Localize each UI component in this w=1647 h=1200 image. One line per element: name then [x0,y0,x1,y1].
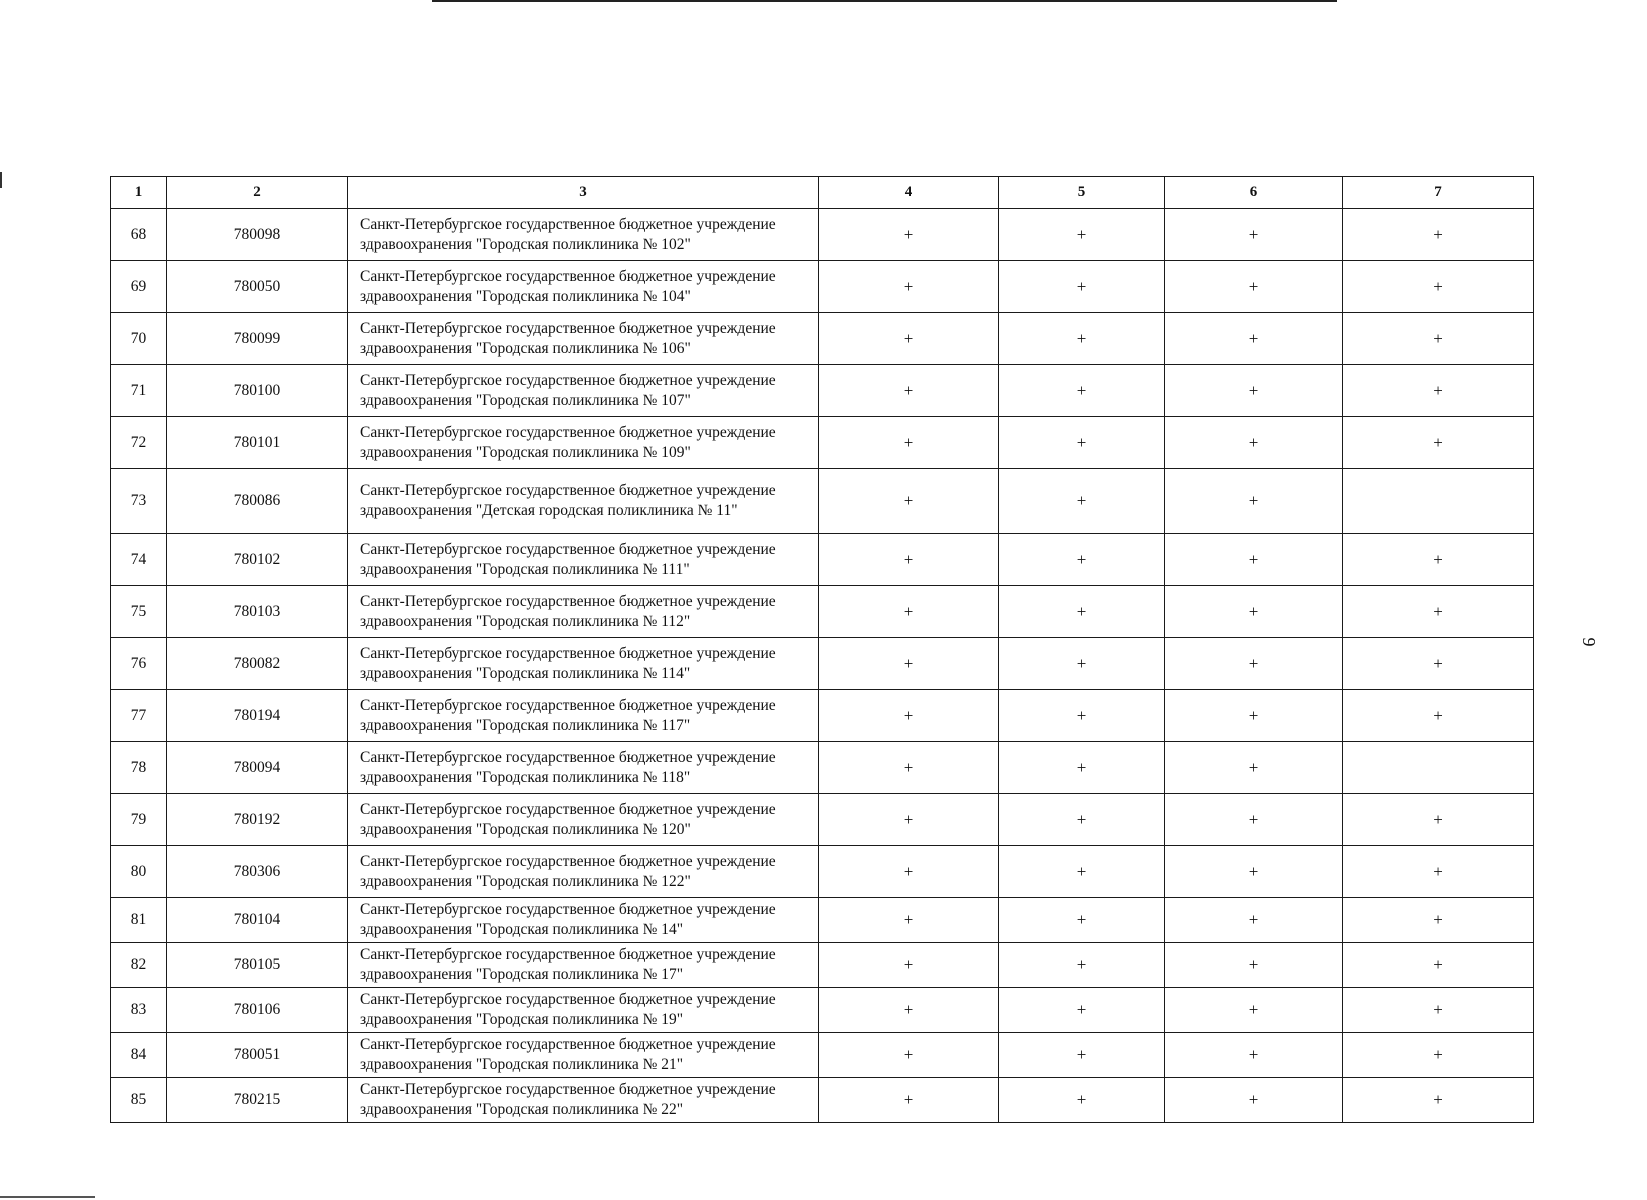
column-header-1: 1 [111,177,167,209]
institution-name: Санкт-Петербургское государственное бюджетное учреждение здравоохранения "Городская поликлиника № 104" [348,261,819,313]
header-row [111,177,1534,209]
mark-col-7: + [1343,988,1534,1033]
mark-col-5: + [999,534,1165,586]
mark-col-6: + [1165,365,1343,417]
registry-code: 780106 [167,988,348,1033]
mark-col-4: + [819,1078,999,1123]
mark-col-4: + [819,988,999,1033]
registry-code: 780194 [167,690,348,742]
row-number: 75 [111,586,167,638]
row-number: 74 [111,534,167,586]
registry-code: 780051 [167,1033,348,1078]
mark-col-7: + [1343,1033,1534,1078]
registry-table [110,176,1534,1123]
mark-col-4: + [819,209,999,261]
table-row [111,261,1534,313]
table-row [111,365,1534,417]
row-number: 76 [111,638,167,690]
institution-name: Санкт-Петербургское государственное бюджетное учреждение здравоохранения "Городская поликлиника № 106" [348,313,819,365]
scan-bottom-mark [0,1196,95,1198]
scan-edge-mark [0,172,2,188]
page-number: 9 [1579,637,1599,647]
registry-code: 780105 [167,943,348,988]
mark-col-4: + [819,846,999,898]
mark-col-4: + [819,365,999,417]
registry-code: 780101 [167,417,348,469]
mark-col-4: + [819,469,999,534]
mark-col-7: + [1343,898,1534,943]
table-row [111,988,1534,1033]
institution-name: Санкт-Петербургское государственное бюджетное учреждение здравоохранения "Городская поликлиника № 21" [348,1033,819,1078]
institution-name: Санкт-Петербургское государственное бюджетное учреждение здравоохранения "Городская поликлиника № 111" [348,534,819,586]
table-row [111,742,1534,794]
mark-col-6: + [1165,846,1343,898]
registry-code: 780103 [167,586,348,638]
mark-col-7: + [1343,586,1534,638]
mark-col-6: + [1165,638,1343,690]
mark-col-6: + [1165,742,1343,794]
registry-code: 780215 [167,1078,348,1123]
mark-col-6: + [1165,469,1343,534]
registry-code: 780082 [167,638,348,690]
table-row [111,794,1534,846]
mark-col-6: + [1165,586,1343,638]
mark-col-5: + [999,846,1165,898]
institution-name: Санкт-Петербургское государственное бюджетное учреждение здравоохранения "Городская поликлиника № 19" [348,988,819,1033]
mark-col-5: + [999,988,1165,1033]
table-row [111,586,1534,638]
column-header-5: 5 [999,177,1165,209]
institution-name: Санкт-Петербургское государственное бюджетное учреждение здравоохранения "Городская поликлиника № 22" [348,1078,819,1123]
table-row [111,690,1534,742]
mark-col-4: + [819,313,999,365]
mark-col-6: + [1165,898,1343,943]
mark-col-7: + [1343,943,1534,988]
table-row [111,898,1534,943]
row-number: 79 [111,794,167,846]
column-header-6: 6 [1165,177,1343,209]
mark-col-5: + [999,742,1165,794]
registry-code: 780306 [167,846,348,898]
row-number: 73 [111,469,167,534]
mark-col-7: + [1343,365,1534,417]
registry-code: 780094 [167,742,348,794]
mark-col-6: + [1165,209,1343,261]
mark-col-4: + [819,690,999,742]
row-number: 83 [111,988,167,1033]
mark-col-5: + [999,586,1165,638]
mark-col-4: + [819,534,999,586]
mark-col-7 [1343,469,1534,534]
mark-col-6: + [1165,534,1343,586]
mark-col-7: + [1343,794,1534,846]
row-number: 78 [111,742,167,794]
column-header-7: 7 [1343,177,1534,209]
mark-col-6: + [1165,1078,1343,1123]
mark-col-7: + [1343,690,1534,742]
mark-col-6: + [1165,1033,1343,1078]
mark-col-5: + [999,209,1165,261]
registry-code: 780104 [167,898,348,943]
mark-col-6: + [1165,261,1343,313]
institution-name: Санкт-Петербургское государственное бюджетное учреждение здравоохранения "Городская поликлиника № 118" [348,742,819,794]
institution-name: Санкт-Петербургское государственное бюджетное учреждение здравоохранения "Городская поликлиника № 117" [348,690,819,742]
institution-name: Санкт-Петербургское государственное бюджетное учреждение здравоохранения "Городская поликлиника № 107" [348,365,819,417]
institution-name: Санкт-Петербургское государственное бюджетное учреждение здравоохранения "Детская городская поликлиника № 11" [348,469,819,534]
top-rule [432,0,1337,2]
mark-col-7 [1343,742,1534,794]
mark-col-5: + [999,1033,1165,1078]
institution-name: Санкт-Петербургское государственное бюджетное учреждение здравоохранения "Городская поликлиника № 17" [348,943,819,988]
mark-col-4: + [819,638,999,690]
mark-col-5: + [999,690,1165,742]
table-row [111,313,1534,365]
mark-col-6: + [1165,417,1343,469]
mark-col-4: + [819,742,999,794]
column-header-2: 2 [167,177,348,209]
row-number: 81 [111,898,167,943]
table-row [111,209,1534,261]
registry-code: 780099 [167,313,348,365]
mark-col-4: + [819,417,999,469]
row-number: 71 [111,365,167,417]
mark-col-5: + [999,417,1165,469]
mark-col-7: + [1343,846,1534,898]
row-number: 72 [111,417,167,469]
registry-code: 780098 [167,209,348,261]
mark-col-6: + [1165,943,1343,988]
mark-col-7: + [1343,209,1534,261]
mark-col-7: + [1343,261,1534,313]
mark-col-5: + [999,261,1165,313]
registry-code: 780100 [167,365,348,417]
mark-col-4: + [819,586,999,638]
row-number: 85 [111,1078,167,1123]
registry-code: 780192 [167,794,348,846]
mark-col-7: + [1343,1078,1534,1123]
mark-col-6: + [1165,794,1343,846]
table-row [111,417,1534,469]
mark-col-5: + [999,898,1165,943]
institution-name: Санкт-Петербургское государственное бюджетное учреждение здравоохранения "Городская поликлиника № 122" [348,846,819,898]
row-number: 70 [111,313,167,365]
institution-name: Санкт-Петербургское государственное бюджетное учреждение здравоохранения "Городская поликлиника № 14" [348,898,819,943]
registry-code: 780086 [167,469,348,534]
mark-col-4: + [819,794,999,846]
mark-col-5: + [999,313,1165,365]
mark-col-6: + [1165,313,1343,365]
mark-col-7: + [1343,313,1534,365]
registry-code: 780050 [167,261,348,313]
table-row [111,1033,1534,1078]
mark-col-5: + [999,943,1165,988]
mark-col-4: + [819,943,999,988]
mark-col-5: + [999,1078,1165,1123]
mark-col-5: + [999,638,1165,690]
mark-col-7: + [1343,417,1534,469]
mark-col-7: + [1343,534,1534,586]
column-header-3: 3 [348,177,819,209]
institution-name: Санкт-Петербургское государственное бюджетное учреждение здравоохранения "Городская поликлиника № 112" [348,586,819,638]
institution-name: Санкт-Петербургское государственное бюджетное учреждение здравоохранения "Городская поликлиника № 120" [348,794,819,846]
table-row [111,846,1534,898]
row-number: 68 [111,209,167,261]
table-row [111,534,1534,586]
column-header-4: 4 [819,177,999,209]
mark-col-5: + [999,794,1165,846]
row-number: 82 [111,943,167,988]
mark-col-5: + [999,365,1165,417]
table-row [111,943,1534,988]
row-number: 77 [111,690,167,742]
institution-name: Санкт-Петербургское государственное бюджетное учреждение здравоохранения "Городская поликлиника № 102" [348,209,819,261]
mark-col-4: + [819,261,999,313]
institution-name: Санкт-Петербургское государственное бюджетное учреждение здравоохранения "Городская поликлиника № 109" [348,417,819,469]
mark-col-7: + [1343,638,1534,690]
row-number: 80 [111,846,167,898]
mark-col-5: + [999,469,1165,534]
registry-code: 780102 [167,534,348,586]
mark-col-6: + [1165,988,1343,1033]
table-row [111,638,1534,690]
mark-col-4: + [819,1033,999,1078]
row-number: 84 [111,1033,167,1078]
row-number: 69 [111,261,167,313]
table-row [111,469,1534,534]
institution-name: Санкт-Петербургское государственное бюджетное учреждение здравоохранения "Городская поликлиника № 114" [348,638,819,690]
table-row [111,1078,1534,1123]
mark-col-6: + [1165,690,1343,742]
mark-col-4: + [819,898,999,943]
